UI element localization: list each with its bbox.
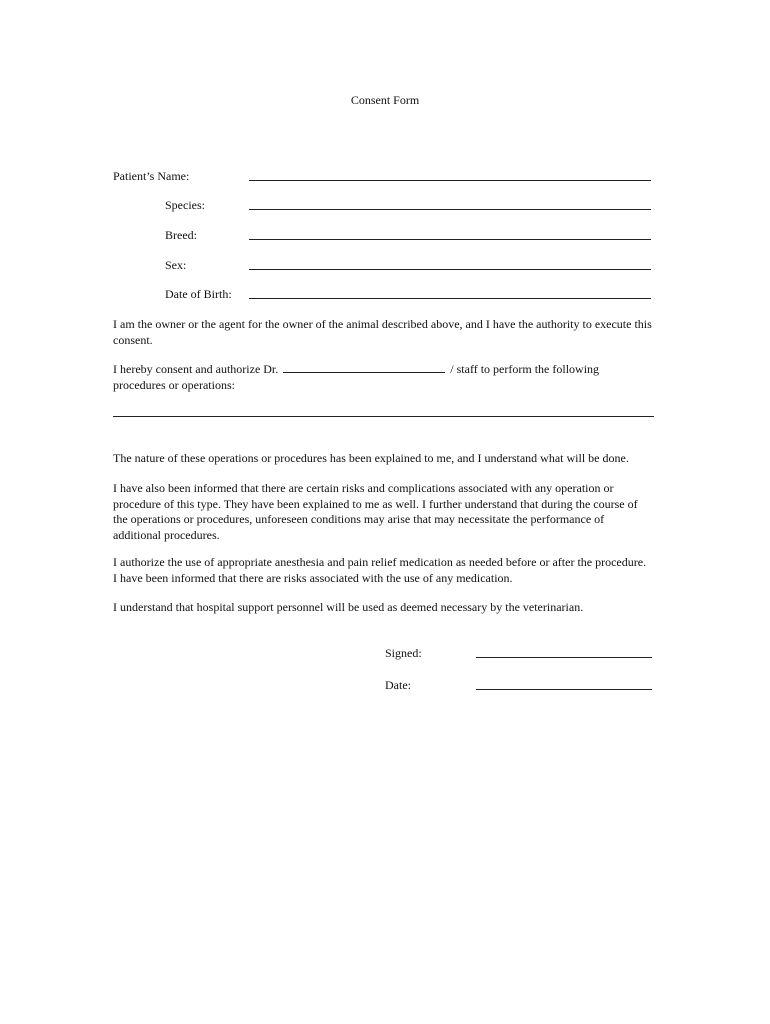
breed-label: Breed: (165, 228, 197, 242)
signature-field[interactable] (476, 657, 652, 658)
nature-paragraph: The nature of these operations or procedures has been explained to me, and I understand what will be done. (113, 451, 629, 465)
date-label: Date: (385, 678, 411, 692)
consent-text-after: / staff to perform the following procedures or operations: (113, 362, 600, 392)
procedures-field[interactable] (113, 416, 654, 417)
risks-paragraph: I have also been informed that there are certain risks and complications associated with any operation or procedure of this type. They have been explained to me as well. I further understand that during the course of the operations or procedures, unforeseen conditions may arise that may necessitate the performance of additional procedures. (113, 481, 638, 542)
signed-label: Signed: (385, 646, 422, 660)
personnel-paragraph: I understand that hospital support personnel will be used as deemed necessary by the veterinarian. (113, 600, 584, 614)
anesthesia-paragraph: I authorize the use of appropriate anesthesia and pain relief medication as needed before or after the procedure. I have been informed that there are risks associated with the use of any medication. (113, 555, 647, 585)
species-field[interactable] (249, 209, 651, 210)
patient-name-field[interactable] (249, 180, 651, 181)
page-title: Consent Form (350, 93, 420, 107)
sex-field[interactable] (249, 269, 651, 270)
sex-label: Sex: (165, 258, 187, 272)
breed-field[interactable] (249, 239, 651, 240)
doctor-name-field[interactable] (283, 362, 445, 373)
consent-text-before: I hereby consent and authorize Dr. (113, 362, 279, 376)
owner-paragraph: I am the owner or the agent for the owner of the animal described above, and I have the authority to execute this consent. (113, 317, 652, 347)
date-of-birth-label: Date of Birth: (165, 287, 232, 301)
patient-name-label: Patient’s Name: (113, 169, 190, 183)
date-field[interactable] (476, 689, 652, 690)
species-label: Species: (165, 198, 205, 212)
date-of-birth-field[interactable] (249, 298, 651, 299)
consent-paragraph (113, 362, 653, 393)
